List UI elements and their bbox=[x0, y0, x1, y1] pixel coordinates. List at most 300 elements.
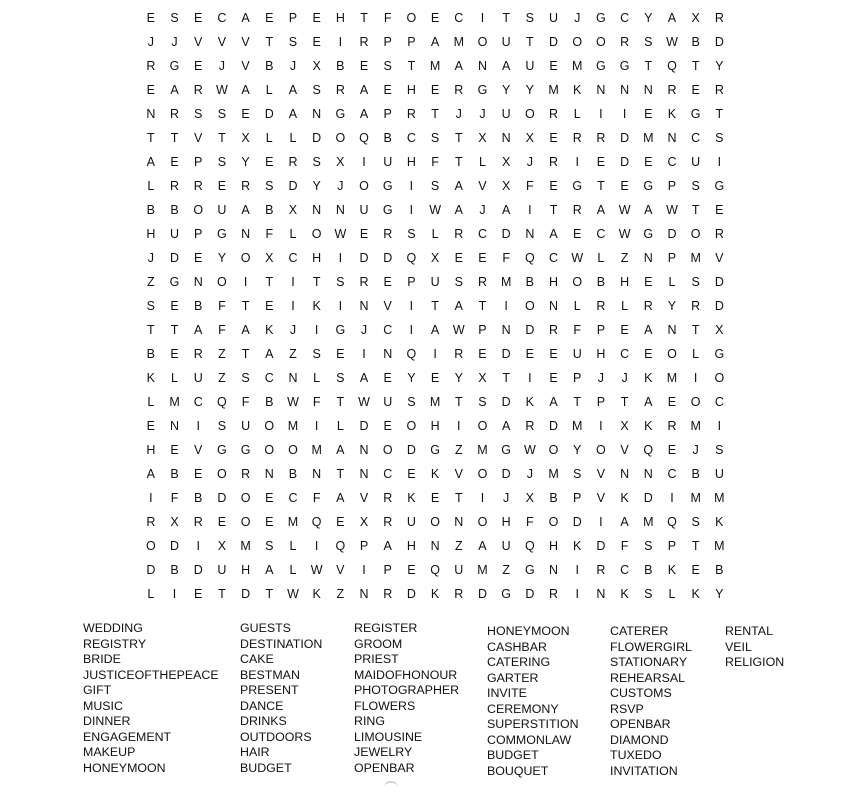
grid-letter[interactable]: T bbox=[241, 347, 250, 361]
grid-letter[interactable]: P bbox=[667, 179, 677, 193]
grid-letter[interactable]: S bbox=[194, 107, 203, 121]
grid-letter[interactable]: S bbox=[170, 11, 179, 25]
grid-letter[interactable]: P bbox=[478, 323, 487, 337]
grid-letter[interactable]: Y bbox=[241, 155, 250, 169]
grid-letter[interactable]: E bbox=[146, 419, 156, 433]
grid-letter[interactable]: M bbox=[500, 275, 512, 289]
grid-letter[interactable]: M bbox=[690, 491, 701, 505]
grid-letter[interactable]: M bbox=[477, 563, 488, 577]
grid-letter[interactable]: I bbox=[409, 203, 414, 217]
grid-letter[interactable]: V bbox=[454, 467, 463, 481]
grid-letter[interactable]: O bbox=[193, 203, 204, 217]
grid-letter[interactable]: E bbox=[194, 587, 203, 601]
grid-letter[interactable]: M bbox=[714, 491, 725, 505]
grid-letter[interactable]: X bbox=[265, 251, 274, 265]
grid-letter[interactable]: N bbox=[643, 83, 653, 97]
grid-letter[interactable]: J bbox=[360, 323, 368, 337]
grid-letter[interactable]: X bbox=[312, 59, 321, 73]
grid-letter[interactable]: L bbox=[289, 131, 297, 145]
grid-letter[interactable]: E bbox=[383, 419, 392, 433]
grid-letter[interactable]: O bbox=[359, 179, 369, 193]
grid-letter[interactable]: T bbox=[170, 131, 179, 145]
grid-letter[interactable]: L bbox=[692, 347, 700, 361]
grid-letter[interactable]: R bbox=[667, 83, 677, 97]
grid-letter[interactable]: K bbox=[644, 371, 653, 385]
grid-letter[interactable]: V bbox=[217, 35, 227, 49]
grid-letter[interactable]: A bbox=[241, 323, 250, 337]
grid-letter[interactable]: O bbox=[548, 515, 559, 529]
grid-letter[interactable]: F bbox=[526, 179, 534, 193]
grid-letter[interactable]: C bbox=[667, 155, 677, 169]
grid-letter[interactable]: R bbox=[193, 515, 203, 529]
grid-letter[interactable]: M bbox=[311, 443, 322, 457]
grid-letter[interactable]: R bbox=[241, 467, 251, 481]
grid-letter[interactable]: E bbox=[525, 347, 535, 361]
grid-letter[interactable]: U bbox=[691, 155, 701, 169]
grid-letter[interactable]: C bbox=[596, 227, 606, 241]
grid-letter[interactable]: B bbox=[146, 347, 156, 361]
grid-letter[interactable]: J bbox=[171, 35, 178, 49]
grid-letter[interactable]: V bbox=[620, 443, 629, 457]
grid-letter[interactable]: E bbox=[549, 347, 558, 361]
grid-letter[interactable]: X bbox=[501, 179, 511, 193]
grid-letter[interactable]: F bbox=[218, 323, 226, 337]
grid-letter[interactable]: A bbox=[288, 107, 298, 121]
grid-letter[interactable]: D bbox=[596, 539, 606, 553]
grid-letter[interactable]: T bbox=[265, 35, 274, 49]
grid-letter[interactable]: I bbox=[314, 419, 319, 433]
grid-letter[interactable]: G bbox=[169, 59, 180, 73]
grid-letter[interactable]: N bbox=[620, 83, 630, 97]
grid-letter[interactable]: E bbox=[194, 251, 203, 265]
grid-letter[interactable]: Q bbox=[217, 395, 227, 409]
grid-letter[interactable]: R bbox=[170, 107, 180, 121]
grid-letter[interactable]: L bbox=[336, 419, 344, 433]
grid-letter[interactable]: I bbox=[528, 371, 532, 385]
grid-letter[interactable]: C bbox=[549, 251, 559, 265]
grid-letter[interactable]: O bbox=[430, 515, 440, 529]
grid-letter[interactable]: K bbox=[620, 587, 629, 601]
grid-letter[interactable]: K bbox=[667, 107, 677, 121]
grid-letter[interactable]: A bbox=[501, 203, 511, 217]
grid-letter[interactable]: C bbox=[217, 11, 227, 25]
grid-letter[interactable]: I bbox=[457, 419, 461, 433]
grid-letter[interactable]: H bbox=[406, 155, 416, 169]
grid-letter[interactable]: A bbox=[265, 347, 274, 361]
grid-letter[interactable]: B bbox=[194, 299, 203, 313]
grid-letter[interactable]: Y bbox=[667, 299, 677, 313]
grid-letter[interactable]: R bbox=[454, 227, 464, 241]
grid-letter[interactable]: R bbox=[596, 299, 606, 313]
grid-letter[interactable]: C bbox=[288, 491, 298, 505]
grid-letter[interactable]: T bbox=[454, 491, 463, 505]
grid-letter[interactable]: T bbox=[147, 131, 155, 145]
grid-letter[interactable]: G bbox=[690, 107, 701, 121]
grid-letter[interactable]: T bbox=[265, 587, 274, 601]
grid-letter[interactable]: B bbox=[715, 563, 724, 577]
grid-letter[interactable]: X bbox=[478, 131, 487, 145]
grid-letter[interactable]: A bbox=[359, 371, 369, 385]
grid-letter[interactable]: A bbox=[549, 227, 558, 241]
grid-letter[interactable]: U bbox=[501, 107, 511, 121]
grid-letter[interactable]: Y bbox=[312, 179, 321, 193]
grid-letter[interactable]: U bbox=[501, 539, 511, 553]
grid-letter[interactable]: C bbox=[288, 251, 298, 265]
grid-letter[interactable]: N bbox=[667, 323, 677, 337]
grid-letter[interactable]: H bbox=[549, 275, 559, 289]
grid-letter[interactable]: G bbox=[217, 227, 227, 241]
grid-letter[interactable]: M bbox=[690, 251, 701, 265]
grid-letter[interactable]: M bbox=[643, 131, 654, 145]
grid-letter[interactable]: B bbox=[170, 467, 179, 481]
grid-letter[interactable]: R bbox=[335, 83, 345, 97]
grid-letter[interactable]: R bbox=[691, 299, 701, 313]
grid-letter[interactable]: F bbox=[573, 323, 582, 337]
grid-letter[interactable]: T bbox=[478, 299, 487, 313]
grid-letter[interactable]: D bbox=[146, 563, 156, 577]
grid-letter[interactable]: N bbox=[667, 131, 677, 145]
grid-letter[interactable]: J bbox=[621, 371, 628, 385]
grid-letter[interactable]: B bbox=[525, 275, 535, 289]
grid-letter[interactable]: T bbox=[241, 299, 250, 313]
grid-letter[interactable]: Z bbox=[218, 371, 226, 385]
grid-letter[interactable]: T bbox=[620, 395, 629, 409]
grid-letter[interactable]: V bbox=[359, 491, 369, 505]
grid-letter[interactable]: P bbox=[667, 539, 677, 553]
grid-letter[interactable]: A bbox=[454, 179, 463, 193]
grid-letter[interactable]: N bbox=[359, 443, 369, 457]
grid-letter[interactable]: D bbox=[477, 587, 487, 601]
grid-letter[interactable]: D bbox=[525, 587, 535, 601]
grid-letter[interactable]: G bbox=[477, 83, 488, 97]
grid-letter[interactable]: H bbox=[146, 443, 156, 457]
grid-letter[interactable]: S bbox=[146, 299, 156, 313]
grid-letter[interactable]: D bbox=[643, 491, 653, 505]
grid-letter[interactable]: I bbox=[172, 587, 177, 601]
grid-letter[interactable]: L bbox=[171, 371, 178, 385]
grid-letter[interactable]: I bbox=[622, 107, 627, 121]
grid-letter[interactable]: X bbox=[170, 515, 179, 529]
grid-letter[interactable]: E bbox=[383, 83, 392, 97]
grid-letter[interactable]: B bbox=[383, 131, 392, 145]
grid-letter[interactable]: U bbox=[383, 395, 393, 409]
grid-letter[interactable]: C bbox=[383, 323, 393, 337]
grid-letter[interactable]: E bbox=[430, 83, 440, 97]
grid-letter[interactable]: V bbox=[715, 251, 724, 265]
grid-letter[interactable]: N bbox=[454, 515, 464, 529]
grid-letter[interactable]: A bbox=[501, 59, 511, 73]
grid-letter[interactable]: S bbox=[430, 179, 440, 193]
grid-letter[interactable]: D bbox=[549, 419, 559, 433]
grid-letter[interactable]: F bbox=[218, 299, 226, 313]
grid-letter[interactable]: V bbox=[383, 299, 392, 313]
grid-letter[interactable]: C bbox=[454, 11, 464, 25]
grid-letter[interactable]: L bbox=[313, 371, 321, 385]
grid-letter[interactable]: K bbox=[312, 587, 321, 601]
grid-letter[interactable]: I bbox=[338, 251, 343, 265]
grid-letter[interactable]: X bbox=[336, 155, 345, 169]
grid-letter[interactable]: Q bbox=[667, 59, 677, 73]
grid-letter[interactable]: L bbox=[265, 83, 273, 97]
grid-letter[interactable]: P bbox=[383, 35, 392, 49]
grid-letter[interactable]: R bbox=[549, 107, 559, 121]
grid-letter[interactable]: R bbox=[383, 587, 393, 601]
grid-letter[interactable]: R bbox=[572, 131, 582, 145]
grid-letter[interactable]: E bbox=[194, 59, 203, 73]
grid-letter[interactable]: X bbox=[288, 203, 298, 217]
grid-letter[interactable]: I bbox=[291, 299, 295, 313]
grid-letter[interactable]: V bbox=[596, 467, 606, 481]
grid-letter[interactable]: S bbox=[217, 155, 227, 169]
grid-letter[interactable]: B bbox=[644, 563, 653, 577]
grid-letter[interactable]: Z bbox=[620, 251, 629, 265]
grid-letter[interactable]: T bbox=[407, 59, 416, 73]
grid-letter[interactable]: Q bbox=[430, 563, 440, 577]
grid-letter[interactable]: A bbox=[359, 107, 369, 121]
grid-letter[interactable]: E bbox=[644, 275, 653, 289]
grid-letter[interactable]: L bbox=[289, 227, 297, 241]
grid-letter[interactable]: Z bbox=[147, 275, 155, 289]
grid-letter[interactable]: D bbox=[193, 563, 203, 577]
grid-letter[interactable]: D bbox=[312, 131, 322, 145]
grid-letter[interactable]: B bbox=[265, 203, 274, 217]
grid-letter[interactable]: T bbox=[170, 323, 179, 337]
grid-letter[interactable]: Y bbox=[454, 371, 463, 385]
grid-letter[interactable]: O bbox=[477, 35, 488, 49]
grid-letter[interactable]: T bbox=[691, 323, 700, 337]
grid-letter[interactable]: N bbox=[620, 467, 630, 481]
grid-letter[interactable]: D bbox=[406, 443, 416, 457]
grid-letter[interactable]: U bbox=[359, 203, 369, 217]
grid-letter[interactable]: B bbox=[170, 563, 179, 577]
grid-letter[interactable]: X bbox=[525, 491, 535, 505]
grid-letter[interactable]: M bbox=[666, 371, 678, 385]
grid-letter[interactable]: U bbox=[525, 59, 535, 73]
grid-letter[interactable]: N bbox=[596, 83, 606, 97]
grid-letter[interactable]: R bbox=[454, 347, 464, 361]
grid-letter[interactable]: P bbox=[407, 275, 416, 289]
grid-letter[interactable]: G bbox=[572, 179, 583, 193]
grid-letter[interactable]: E bbox=[146, 11, 156, 25]
grid-letter[interactable]: O bbox=[477, 419, 488, 433]
grid-letter[interactable]: W bbox=[216, 83, 228, 97]
grid-letter[interactable]: E bbox=[549, 131, 558, 145]
grid-letter[interactable]: Q bbox=[643, 443, 654, 457]
grid-letter[interactable]: E bbox=[644, 107, 653, 121]
grid-letter[interactable]: G bbox=[619, 59, 630, 73]
grid-letter[interactable]: I bbox=[196, 419, 200, 433]
grid-letter[interactable]: I bbox=[670, 491, 674, 505]
grid-letter[interactable]: T bbox=[360, 11, 368, 25]
grid-letter[interactable]: A bbox=[454, 203, 463, 217]
grid-letter[interactable]: Y bbox=[217, 251, 227, 265]
grid-letter[interactable]: A bbox=[146, 155, 156, 169]
grid-letter[interactable]: C bbox=[714, 395, 724, 409]
grid-letter[interactable]: P bbox=[667, 251, 677, 265]
grid-letter[interactable]: K bbox=[525, 395, 535, 409]
grid-letter[interactable]: W bbox=[358, 395, 370, 409]
grid-letter[interactable]: A bbox=[667, 11, 677, 25]
grid-letter[interactable]: N bbox=[170, 419, 180, 433]
grid-letter[interactable]: K bbox=[644, 419, 653, 433]
grid-letter[interactable]: A bbox=[430, 35, 440, 49]
grid-letter[interactable]: O bbox=[477, 467, 488, 481]
grid-letter[interactable]: I bbox=[717, 419, 722, 433]
grid-letter[interactable]: J bbox=[455, 107, 462, 121]
grid-letter[interactable]: N bbox=[193, 275, 203, 289]
grid-letter[interactable]: O bbox=[690, 395, 701, 409]
grid-letter[interactable]: Q bbox=[359, 131, 369, 145]
grid-letter[interactable]: K bbox=[430, 587, 440, 601]
grid-letter[interactable]: M bbox=[287, 515, 299, 529]
grid-letter[interactable]: U bbox=[217, 563, 227, 577]
grid-letter[interactable]: G bbox=[382, 203, 393, 217]
grid-letter[interactable]: O bbox=[572, 275, 583, 289]
grid-letter[interactable]: D bbox=[525, 323, 535, 337]
grid-letter[interactable]: K bbox=[146, 371, 156, 385]
grid-letter[interactable]: N bbox=[596, 587, 606, 601]
grid-letter[interactable]: I bbox=[362, 155, 366, 169]
grid-letter[interactable]: U bbox=[454, 563, 464, 577]
grid-letter[interactable]: O bbox=[572, 35, 583, 49]
grid-letter[interactable]: K bbox=[407, 491, 416, 505]
grid-letter[interactable]: R bbox=[572, 203, 582, 217]
grid-letter[interactable]: C bbox=[477, 227, 487, 241]
grid-letter[interactable]: E bbox=[194, 11, 203, 25]
grid-letter[interactable]: E bbox=[359, 227, 369, 241]
grid-letter[interactable]: G bbox=[501, 443, 512, 457]
grid-letter[interactable]: E bbox=[549, 179, 558, 193]
grid-letter[interactable]: W bbox=[310, 563, 323, 577]
grid-letter[interactable]: I bbox=[575, 587, 579, 601]
grid-letter[interactable]: G bbox=[714, 179, 725, 193]
grid-letter[interactable]: O bbox=[667, 347, 677, 361]
grid-letter[interactable]: E bbox=[265, 299, 274, 313]
grid-letter[interactable]: D bbox=[288, 179, 298, 193]
grid-letter[interactable]: N bbox=[146, 107, 156, 121]
grid-letter[interactable]: B bbox=[265, 395, 274, 409]
grid-letter[interactable]: S bbox=[312, 155, 321, 169]
grid-letter[interactable]: S bbox=[644, 587, 653, 601]
grid-letter[interactable]: O bbox=[548, 443, 559, 457]
grid-letter[interactable]: E bbox=[478, 347, 487, 361]
grid-letter[interactable]: B bbox=[170, 203, 179, 217]
grid-letter[interactable]: E bbox=[549, 59, 558, 73]
grid-letter[interactable]: B bbox=[194, 491, 203, 505]
grid-letter[interactable]: P bbox=[596, 395, 606, 409]
grid-letter[interactable]: M bbox=[429, 59, 441, 73]
grid-letter[interactable]: B bbox=[691, 35, 700, 49]
grid-letter[interactable]: N bbox=[359, 467, 369, 481]
grid-letter[interactable]: I bbox=[599, 419, 603, 433]
grid-letter[interactable]: N bbox=[430, 539, 440, 553]
grid-letter[interactable]: R bbox=[359, 35, 369, 49]
grid-letter[interactable]: G bbox=[714, 347, 725, 361]
grid-letter[interactable]: X bbox=[715, 323, 724, 337]
grid-letter[interactable]: S bbox=[644, 35, 653, 49]
grid-letter[interactable]: D bbox=[620, 155, 630, 169]
grid-letter[interactable]: S bbox=[573, 467, 582, 481]
grid-letter[interactable]: G bbox=[596, 59, 606, 73]
grid-letter[interactable]: R bbox=[549, 155, 559, 169]
grid-letter[interactable]: R bbox=[359, 275, 369, 289]
grid-letter[interactable]: L bbox=[621, 299, 629, 313]
grid-letter[interactable]: N bbox=[359, 299, 369, 313]
grid-letter[interactable]: O bbox=[714, 371, 725, 385]
grid-letter[interactable]: R bbox=[596, 563, 606, 577]
grid-letter[interactable]: F bbox=[170, 491, 179, 505]
grid-letter[interactable]: I bbox=[409, 299, 414, 313]
grid-letter[interactable]: I bbox=[149, 491, 153, 505]
grid-letter[interactable]: P bbox=[288, 11, 298, 25]
grid-letter[interactable]: U bbox=[217, 203, 227, 217]
grid-letter[interactable]: V bbox=[194, 443, 203, 457]
grid-letter[interactable]: T bbox=[597, 179, 605, 193]
grid-letter[interactable]: T bbox=[336, 395, 345, 409]
grid-letter[interactable]: S bbox=[478, 395, 487, 409]
grid-letter[interactable]: S bbox=[383, 59, 392, 73]
grid-letter[interactable]: M bbox=[548, 467, 559, 481]
grid-letter[interactable]: K bbox=[573, 83, 582, 97]
grid-letter[interactable]: O bbox=[264, 419, 275, 433]
grid-letter[interactable]: V bbox=[336, 563, 345, 577]
grid-letter[interactable]: T bbox=[336, 467, 345, 481]
grid-letter[interactable]: H bbox=[596, 347, 606, 361]
grid-letter[interactable]: B bbox=[146, 203, 156, 217]
grid-letter[interactable]: E bbox=[194, 467, 203, 481]
grid-letter[interactable]: S bbox=[288, 35, 298, 49]
grid-letter[interactable]: O bbox=[524, 299, 535, 313]
grid-letter[interactable]: F bbox=[265, 227, 274, 241]
grid-letter[interactable]: E bbox=[407, 467, 416, 481]
grid-letter[interactable]: T bbox=[454, 395, 463, 409]
grid-letter[interactable]: E bbox=[407, 563, 416, 577]
grid-letter[interactable]: Y bbox=[573, 443, 582, 457]
grid-letter[interactable]: S bbox=[691, 515, 700, 529]
grid-letter[interactable]: I bbox=[243, 275, 248, 289]
grid-letter[interactable]: E bbox=[265, 515, 274, 529]
grid-letter[interactable]: A bbox=[194, 323, 203, 337]
grid-letter[interactable]: M bbox=[572, 419, 583, 433]
grid-letter[interactable]: T bbox=[715, 107, 724, 121]
grid-letter[interactable]: E bbox=[549, 371, 558, 385]
grid-letter[interactable]: A bbox=[170, 83, 179, 97]
grid-letter[interactable]: D bbox=[714, 35, 724, 49]
grid-letter[interactable]: X bbox=[217, 539, 227, 553]
grid-letter[interactable]: H bbox=[406, 539, 416, 553]
grid-letter[interactable]: T bbox=[502, 11, 510, 25]
grid-letter[interactable]: U bbox=[714, 467, 724, 481]
grid-letter[interactable]: S bbox=[644, 539, 653, 553]
grid-letter[interactable]: D bbox=[501, 395, 511, 409]
grid-letter[interactable]: W bbox=[287, 395, 299, 409]
grid-letter[interactable]: I bbox=[575, 563, 579, 577]
grid-letter[interactable]: U bbox=[383, 155, 393, 169]
grid-letter[interactable]: O bbox=[406, 419, 417, 433]
grid-letter[interactable]: G bbox=[335, 323, 346, 337]
grid-letter[interactable]: E bbox=[336, 347, 345, 361]
grid-letter[interactable]: O bbox=[264, 443, 275, 457]
grid-letter[interactable]: F bbox=[431, 155, 439, 169]
grid-letter[interactable]: A bbox=[383, 539, 392, 553]
grid-letter[interactable]: H bbox=[549, 539, 559, 553]
grid-letter[interactable]: F bbox=[312, 395, 321, 409]
grid-letter[interactable]: H bbox=[620, 275, 630, 289]
grid-letter[interactable]: T bbox=[218, 131, 226, 145]
grid-letter[interactable]: Q bbox=[524, 251, 535, 265]
grid-letter[interactable]: P bbox=[383, 563, 392, 577]
grid-letter[interactable]: D bbox=[170, 251, 180, 265]
